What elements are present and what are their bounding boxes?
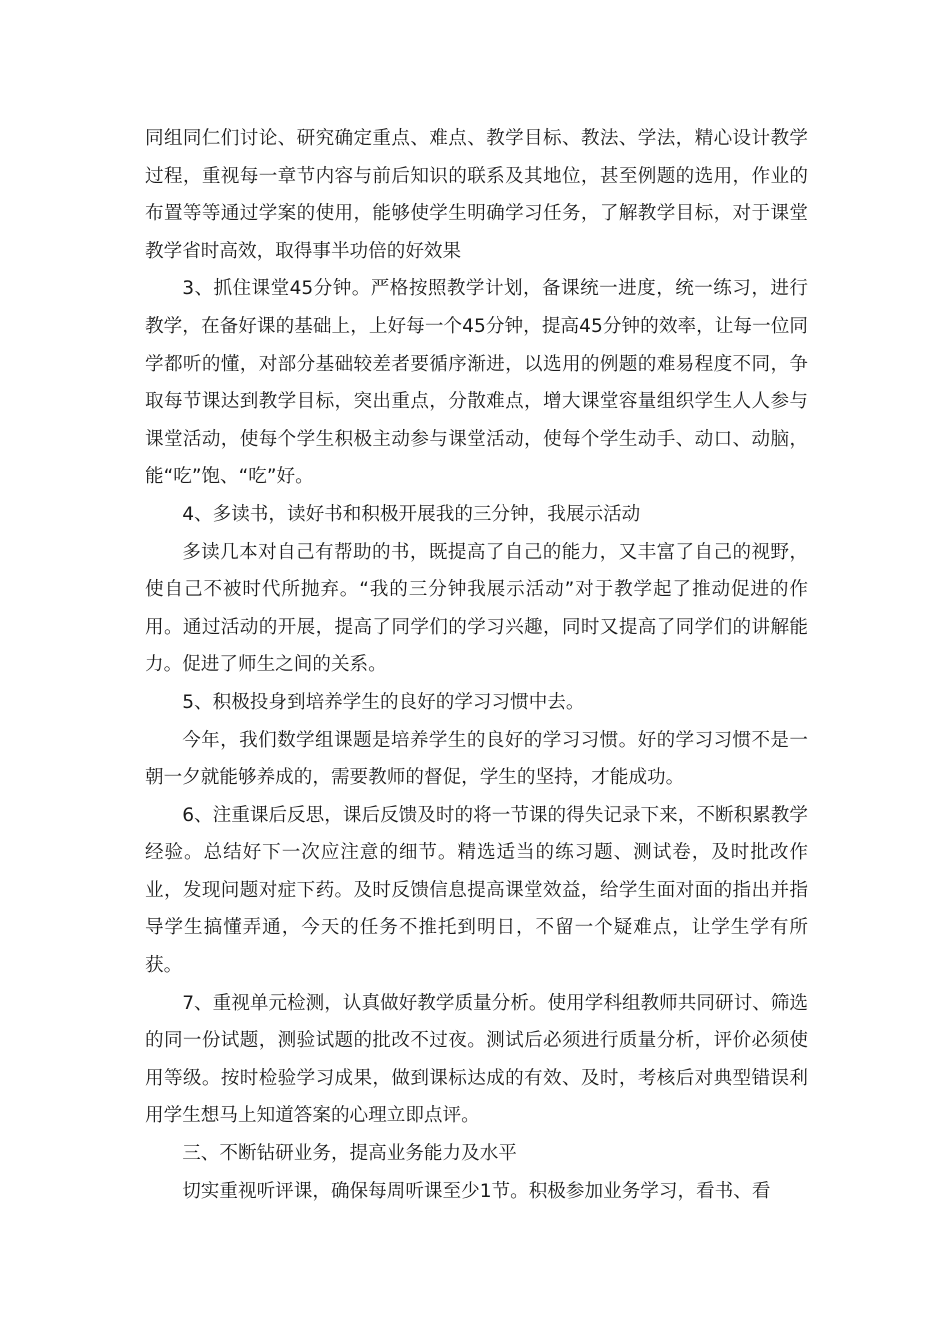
section-heading: 三、不断钻研业务，提高业务能力及水平 [182, 1143, 517, 1165]
paragraph: 今年，我们数学组课题是培养学生的良好的学习习惯。好的学习习惯不是一朝一夕就能够养成的，需要教师的督促，学生的坚持，才能成功。 [145, 729, 808, 789]
section-heading: 4、多读书，读好书和积极开展我的三分钟，我展示活动 [182, 503, 641, 525]
paragraph: 多读几本对自己有帮助的书，既提高了自己的能力，又丰富了自己的视野，使自己不被时代所抛弃。“我的三分钟我展示活动”对于教学起了推动促进的作用。通过活动的开展，提高了同学们的学习兴趣，同时又提高了同学们的讲解能力。促进了师生之间的关系。 [145, 541, 808, 676]
paragraph: 切实重视听评课，确保每周听课至少1节。积极参加业务学习，看书、看 [182, 1180, 771, 1202]
paragraph: 同组同仁们讨论、研究确定重点、难点、教学目标、教法、学法，精心设计教学过程，重视每一章节内容与前后知识的联系及其地位，甚至例题的选用，作业的布置等等通过学案的使用，能够使学生明确学习任务，了解教学目标，对于课堂教学省时高效，取得事半功倍的好效果 [145, 128, 808, 262]
section-heading: 5、积极投身到培养学生的良好的学习习惯中去。 [182, 691, 585, 713]
paragraph: 7、重视单元检测，认真做好教学质量分析。使用学科组教师共同研讨、筛选的同一份试题，测验试题的批改不过夜。测试后必须进行质量分析，评价必须使用等级。按时检验学习成果，做到课标达成的有效、及时，考核后对典型错误利用学生想马上知道答案的心理立即点评。 [145, 992, 808, 1127]
document-page [145, 120, 808, 1210]
paragraph: 3、抓住课堂45分钟。严格按照教学计划，备课统一进度，统一练习，进行教学，在备好课的基础上，上好每一个45分钟，提高45分钟的效率，让每一位同学都听的懂，对部分基础较差者要循序渐进，以选用的例题的难易程度不同，争取每节课达到教学目标，突出重点，分散难点，增大课堂容量组织学生人人参与课堂活动，使每个学生积极主动参与课堂活动，使每个学生动手、动口、动脑，能“吃”饱、“吃”好。 [145, 278, 808, 488]
paragraph: 6、注重课后反思，课后反馈及时的将一节课的得失记录下来，不断积累教学经验。总结好下一次应注意的细节。精选适当的练习题、测试卷，及时批改作业，发现问题对症下药。及时反馈信息提高课堂效益，给学生面对面的指出并指导学生搞懂弄通，今天的任务不推托到明日，不留一个疑难点，让学生学有所获。 [145, 804, 808, 977]
